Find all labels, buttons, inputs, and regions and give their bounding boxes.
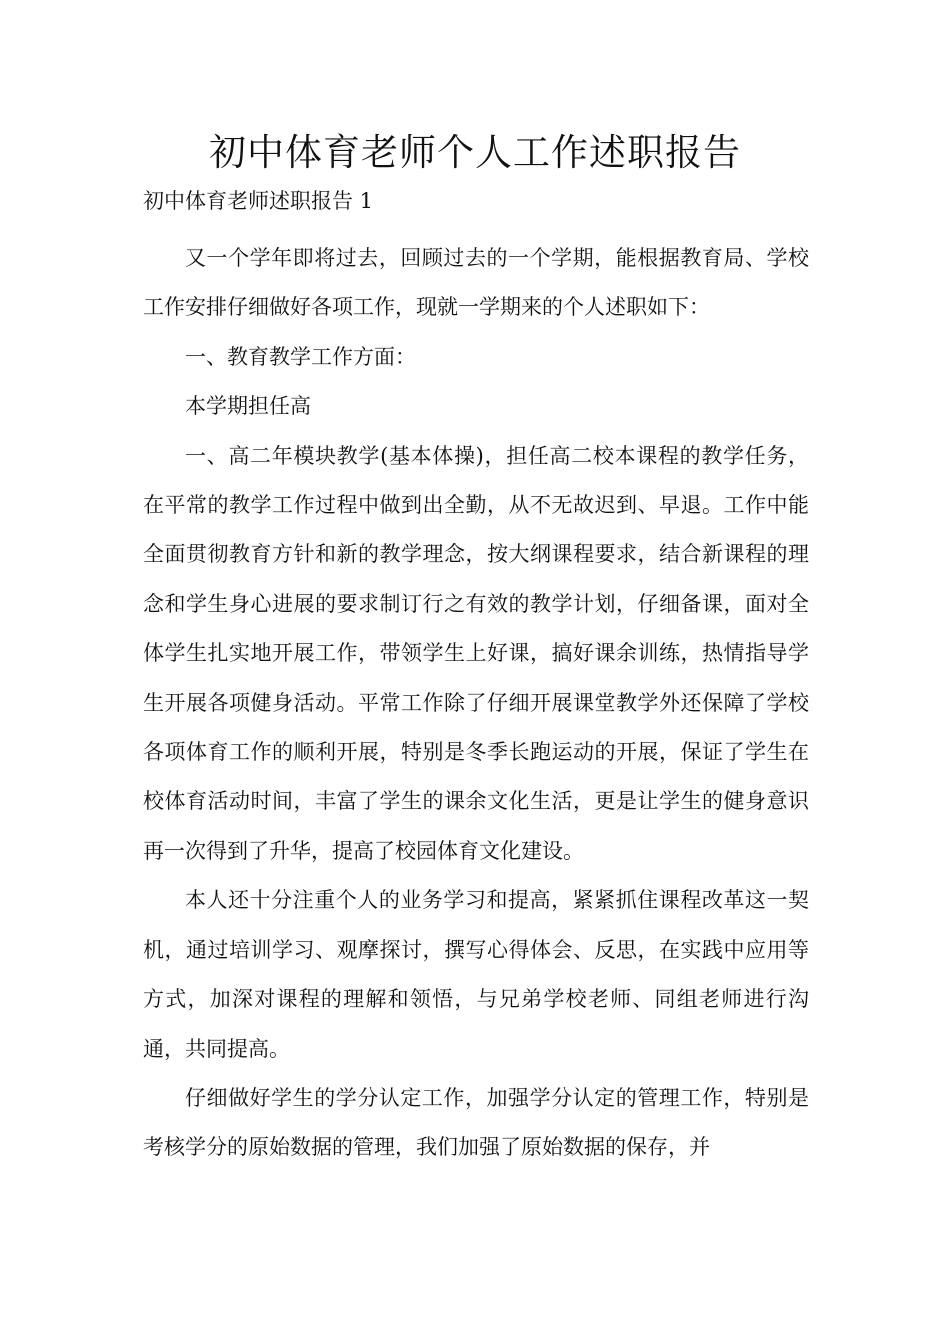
paragraph-credit-management: 仔细做好学生的学分认定工作，加强学分认定的管理工作，特别是考核学分的原始数据的管理，我们加强了原始数据的保存，并 <box>143 1085 809 1160</box>
document-subtitle: 初中体育老师述职报告 1 <box>143 189 374 213</box>
paragraph-teaching-work: 一、高二年模块教学(基本体操)，担任高二校本课程的教学任务，在平常的教学工作过程中做到出全勤，从不无故迟到、早退。工作中能全面贯彻教育方针和新的教学理念，按大纲课程要求，结合新课程的理念和学生身心进展的要求制订行之有效的教学计划，仔细备课，面对全体学生扎实地开展工作，带领学生上好课，搞好课余训练，热情指导学生开展各项健身活动。平常工作除了仔细开展课堂教学外还保障了学校各项体育工作的顺利开展，特别是冬季长跑运动的开展，保证了学生在校体育活动时间，丰富了学生的课余文化生活，更是让学生的健身意识再一次得到了升华，提高了校园体育文化建设。 <box>143 443 809 863</box>
document-body <box>143 234 809 1173</box>
document-title: 初中体育老师个人工作述职报告 <box>209 131 741 174</box>
paragraph-intro: 又一个学年即将过去，回顾过去的一个学期，能根据教育局、学校工作安排仔细做好各项工作，现就一学期来的个人述职如下： <box>143 246 809 320</box>
paragraph-assignment: 本学期担任高 <box>185 394 311 419</box>
section-heading-teaching: 一、教育教学工作方面： <box>185 344 416 369</box>
paragraph-professional-study: 本人还十分注重个人的业务学习和提高，紧紧抓住课程改革这一契机，通过培训学习、观摩探讨，撰写心得体会、反思，在实践中应用等方式，加深对课程的理解和领悟，与兄弟学校老师、同组老师进行沟通，共同提高。 <box>143 888 809 1061</box>
